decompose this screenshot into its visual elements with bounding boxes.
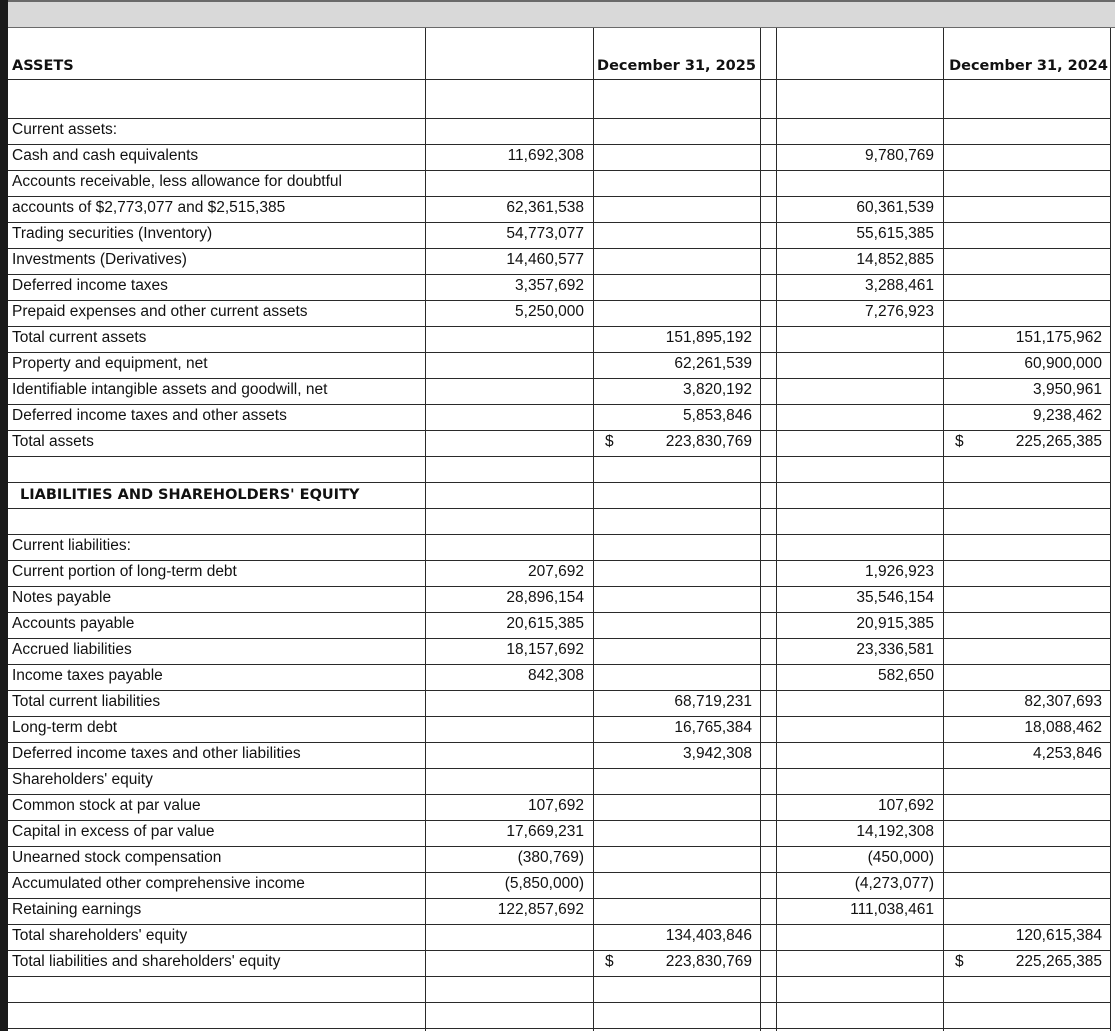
liabilities-section xyxy=(8,535,1110,977)
value-2025-total xyxy=(593,353,760,378)
table-row xyxy=(8,639,1110,665)
value-2025-detail xyxy=(425,535,593,560)
amount: 82,307,693 xyxy=(1024,693,1102,710)
value-2025-total xyxy=(593,119,760,144)
column-divider xyxy=(425,28,426,1031)
table-row xyxy=(8,977,1110,1003)
row-label: accounts of $2,773,077 and $2,515,385 xyxy=(12,199,286,216)
value-2024-total xyxy=(943,275,1110,300)
value-2025-detail xyxy=(425,327,593,352)
value-2025-detail: 17,669,231 xyxy=(506,823,584,840)
value-2024-detail: 1,926,923 xyxy=(865,563,934,580)
value-2025-detail xyxy=(425,379,593,404)
table-row xyxy=(8,769,1110,795)
row-label: Total current liabilities xyxy=(12,693,161,710)
table-row xyxy=(8,171,1110,197)
value-2025-detail: 122,857,692 xyxy=(497,901,584,918)
table-row xyxy=(8,327,1110,353)
value-2025-total xyxy=(593,379,760,404)
row-label: Capital in excess of par value xyxy=(12,823,215,840)
value-2024-detail: 111,038,461 xyxy=(850,901,934,918)
table-row xyxy=(8,353,1110,379)
value-2024-detail: 3,288,461 xyxy=(865,277,934,294)
table-row xyxy=(8,821,1110,847)
value-2024-detail xyxy=(776,769,943,794)
value-2025-detail xyxy=(425,119,593,144)
value-2024-total xyxy=(943,743,1110,768)
value-2024-detail: 60,361,539 xyxy=(856,199,934,216)
row-label: Identifiable intangible assets and goodwill, net xyxy=(12,381,328,398)
value-2025-total xyxy=(593,405,760,430)
value-2025-total xyxy=(593,535,760,560)
value-2025-total xyxy=(593,847,760,872)
column-divider xyxy=(1110,28,1111,1031)
row-label: Shareholders' equity xyxy=(12,771,153,788)
value-2024-detail: 35,546,154 xyxy=(856,589,934,606)
value-2025-total xyxy=(593,197,760,222)
table-row xyxy=(8,587,1110,613)
value-2025-total xyxy=(593,899,760,924)
row-label: Property and equipment, net xyxy=(12,355,208,372)
value-2025-detail: 20,615,385 xyxy=(506,615,584,632)
row-label: Deferred income taxes and other assets xyxy=(12,407,287,424)
value-2025-detail: 18,157,692 xyxy=(506,641,584,658)
value-2024-total xyxy=(943,925,1110,950)
value-2025-detail: 54,773,077 xyxy=(506,225,584,242)
value-2024-total xyxy=(943,145,1110,170)
dollar-sign: $ xyxy=(605,433,614,450)
value-2025-detail: (5,850,000) xyxy=(504,875,584,892)
value-2025-detail: 842,308 xyxy=(527,667,584,684)
value-2024-detail: (4,273,077) xyxy=(854,875,934,892)
value-2024-detail: 7,276,923 xyxy=(865,303,934,320)
row-label: Current assets: xyxy=(12,121,118,138)
table-row xyxy=(8,405,1110,431)
table-row xyxy=(8,847,1110,873)
table-row xyxy=(8,743,1110,769)
value-2025-detail xyxy=(425,717,593,742)
value-2025-total xyxy=(593,925,760,950)
value-2024-total xyxy=(943,223,1110,248)
col-header-2025: December 31, 2025 xyxy=(597,58,756,74)
value-2024-total xyxy=(943,639,1110,664)
value-2024-total xyxy=(943,717,1110,742)
value-2024-detail xyxy=(776,951,943,976)
value-2025-total xyxy=(593,691,760,716)
row-label: Total current assets xyxy=(12,329,147,346)
amount: 68,719,231 xyxy=(674,693,752,710)
value-2024-total xyxy=(943,873,1110,898)
value-2025-total xyxy=(593,951,760,976)
table-row xyxy=(8,899,1110,925)
amount: 120,615,384 xyxy=(1015,927,1102,944)
value-2024-total xyxy=(943,613,1110,638)
table-row xyxy=(8,665,1110,691)
row-header-edge xyxy=(0,0,8,1031)
row-label: Investments (Derivatives) xyxy=(12,251,187,268)
table-row xyxy=(8,535,1110,561)
value-2025-detail: 207,692 xyxy=(527,563,584,580)
value-2025-total xyxy=(593,327,760,352)
value-2025-total xyxy=(593,223,760,248)
amount: 134,403,846 xyxy=(665,927,752,944)
value-2024-detail xyxy=(776,405,943,430)
amount: 223,830,769 xyxy=(665,953,752,970)
value-2025-total xyxy=(593,171,760,196)
dollar-sign: $ xyxy=(955,953,964,970)
assets-heading: ASSETS xyxy=(12,58,74,74)
row-label: Total assets xyxy=(12,433,94,450)
column-divider xyxy=(760,28,761,1031)
value-2024-total xyxy=(943,951,1110,976)
amount: 18,088,462 xyxy=(1024,719,1102,736)
value-2024-detail: 582,650 xyxy=(877,667,934,684)
value-2025-total xyxy=(593,639,760,664)
value-2025-detail: 107,692 xyxy=(527,797,584,814)
assets-section xyxy=(8,119,1110,457)
amount: 5,853,846 xyxy=(683,407,752,424)
row-label: Accumulated other comprehensive income xyxy=(12,875,305,892)
amount: 3,950,961 xyxy=(1033,381,1102,398)
value-2025-detail: 11,692,308 xyxy=(507,147,584,164)
value-2025-total xyxy=(593,769,760,794)
value-2024-total xyxy=(943,353,1110,378)
value-2025-total xyxy=(593,431,760,456)
balance-sheet-table xyxy=(8,28,1110,1029)
row-label: Long-term debt xyxy=(12,719,118,736)
value-2024-detail: 14,192,308 xyxy=(856,823,934,840)
value-2024-detail: 107,692 xyxy=(877,797,934,814)
table-row xyxy=(8,223,1110,249)
value-2024-detail: (450,000) xyxy=(867,849,934,866)
row-label: Unearned stock compensation xyxy=(12,849,222,866)
amount: 60,900,000 xyxy=(1024,355,1102,372)
value-2025-total xyxy=(593,613,760,638)
value-2024-total xyxy=(943,561,1110,586)
table-row xyxy=(8,249,1110,275)
amount: 3,820,192 xyxy=(683,381,752,398)
value-2025-detail: 5,250,000 xyxy=(515,303,584,320)
amount: 9,238,462 xyxy=(1033,407,1102,424)
value-2024-total xyxy=(943,847,1110,872)
value-2025-total xyxy=(593,743,760,768)
value-2024-total xyxy=(943,535,1110,560)
amount: 16,765,384 xyxy=(674,719,752,736)
value-2024-detail: 55,615,385 xyxy=(856,225,934,242)
dollar-sign: $ xyxy=(605,953,614,970)
table-row xyxy=(8,795,1110,821)
value-2025-total xyxy=(593,249,760,274)
value-2024-total xyxy=(943,665,1110,690)
value-2025-total xyxy=(593,145,760,170)
row-label: Current liabilities: xyxy=(12,537,131,554)
value-2024-total xyxy=(943,691,1110,716)
value-2024-detail xyxy=(776,353,943,378)
column-divider xyxy=(943,28,944,1031)
row-label: Accrued liabilities xyxy=(12,641,132,658)
value-2024-detail: 9,780,769 xyxy=(865,147,934,164)
value-2024-total xyxy=(943,587,1110,612)
value-2025-detail: 3,357,692 xyxy=(515,277,584,294)
table-row xyxy=(8,951,1110,977)
value-2025-total xyxy=(593,301,760,326)
value-2025-detail: 28,896,154 xyxy=(506,589,584,606)
value-2024-total xyxy=(943,405,1110,430)
table-row xyxy=(8,119,1110,145)
value-2025-detail: (380,769) xyxy=(517,849,584,866)
value-2025-detail xyxy=(425,431,593,456)
value-2025-total xyxy=(593,821,760,846)
row-label: Deferred income taxes and other liabilities xyxy=(12,745,301,762)
value-2024-total xyxy=(943,327,1110,352)
dollar-sign: $ xyxy=(955,433,964,450)
value-2024-total xyxy=(943,197,1110,222)
value-2025-total xyxy=(593,795,760,820)
column-divider xyxy=(776,28,777,1031)
value-2024-detail xyxy=(776,691,943,716)
amount: 223,830,769 xyxy=(665,433,752,450)
row-label: Cash and cash equivalents xyxy=(12,147,199,164)
row-label: Accounts payable xyxy=(12,615,135,632)
value-2025-total xyxy=(593,665,760,690)
table-row xyxy=(8,717,1110,743)
value-2024-detail xyxy=(776,327,943,352)
amount: 151,175,962 xyxy=(1015,329,1102,346)
value-2024-total xyxy=(943,769,1110,794)
header-strip xyxy=(8,0,1115,28)
value-2025-detail xyxy=(425,743,593,768)
table-row xyxy=(8,457,1110,483)
amount: 225,265,385 xyxy=(1015,953,1102,970)
liabilities-heading: LIABILITIES AND SHAREHOLDERS' EQUITY xyxy=(20,487,360,503)
value-2024-total xyxy=(943,431,1110,456)
amount: 4,253,846 xyxy=(1033,745,1102,762)
table-row xyxy=(8,80,1110,119)
row-label: Total shareholders' equity xyxy=(12,927,188,944)
value-2024-detail xyxy=(776,119,943,144)
value-2024-total xyxy=(943,301,1110,326)
value-2024-total xyxy=(943,379,1110,404)
value-2025-detail xyxy=(425,925,593,950)
value-2024-detail xyxy=(776,743,943,768)
row-label: Prepaid expenses and other current assets xyxy=(12,303,308,320)
value-2024-detail xyxy=(776,717,943,742)
value-2025-total xyxy=(593,717,760,742)
table-row xyxy=(8,197,1110,223)
value-2024-detail: 20,915,385 xyxy=(856,615,934,632)
value-2025-total xyxy=(593,561,760,586)
value-2024-total xyxy=(943,899,1110,924)
table-row xyxy=(8,691,1110,717)
value-2025-detail xyxy=(425,171,593,196)
row-label: Notes payable xyxy=(12,589,112,606)
value-2025-total xyxy=(593,587,760,612)
value-2024-detail: 14,852,885 xyxy=(856,251,934,268)
value-2025-detail xyxy=(425,353,593,378)
value-2024-total xyxy=(943,119,1110,144)
value-2025-detail xyxy=(425,405,593,430)
amount: 225,265,385 xyxy=(1015,433,1102,450)
row-label: Current portion of long-term debt xyxy=(12,563,237,580)
value-2024-detail xyxy=(776,171,943,196)
table-row xyxy=(8,379,1110,405)
value-2024-total xyxy=(943,795,1110,820)
table-row xyxy=(8,613,1110,639)
value-2025-detail xyxy=(425,951,593,976)
column-divider xyxy=(593,28,594,1031)
table-row xyxy=(8,1003,1110,1029)
value-2024-detail: 23,336,581 xyxy=(856,641,934,658)
table-row xyxy=(8,431,1110,457)
row-label: Income taxes payable xyxy=(12,667,163,684)
table-row xyxy=(8,561,1110,587)
amount: 151,895,192 xyxy=(665,329,752,346)
row-label: Retaining earnings xyxy=(12,901,142,918)
value-2024-detail xyxy=(776,535,943,560)
value-2025-total xyxy=(593,275,760,300)
value-2024-total xyxy=(943,171,1110,196)
value-2025-detail: 14,460,577 xyxy=(506,251,584,268)
row-label: Accounts receivable, less allowance for doubtful xyxy=(12,173,342,190)
value-2024-detail xyxy=(776,925,943,950)
col-header-2024: December 31, 2024 xyxy=(949,58,1108,74)
value-2025-detail: 62,361,538 xyxy=(506,199,584,216)
row-label: Deferred income taxes xyxy=(12,277,168,294)
table-row xyxy=(8,301,1110,327)
value-2025-detail xyxy=(425,691,593,716)
table-row xyxy=(8,28,1110,80)
row-label: Trading securities (Inventory) xyxy=(12,225,213,242)
table-row xyxy=(8,509,1110,535)
value-2024-detail xyxy=(776,379,943,404)
amount: 3,942,308 xyxy=(683,745,752,762)
table-row xyxy=(8,275,1110,301)
value-2024-total xyxy=(943,249,1110,274)
value-2024-total xyxy=(943,821,1110,846)
row-label: Total liabilities and shareholders' equity xyxy=(12,953,281,970)
amount: 62,261,539 xyxy=(674,355,752,372)
row-label: Common stock at par value xyxy=(12,797,201,814)
table-row xyxy=(8,145,1110,171)
value-2025-total xyxy=(593,873,760,898)
table-row xyxy=(8,873,1110,899)
value-2025-detail xyxy=(425,769,593,794)
table-row xyxy=(8,483,1110,509)
value-2024-detail xyxy=(776,431,943,456)
table-row xyxy=(8,925,1110,951)
